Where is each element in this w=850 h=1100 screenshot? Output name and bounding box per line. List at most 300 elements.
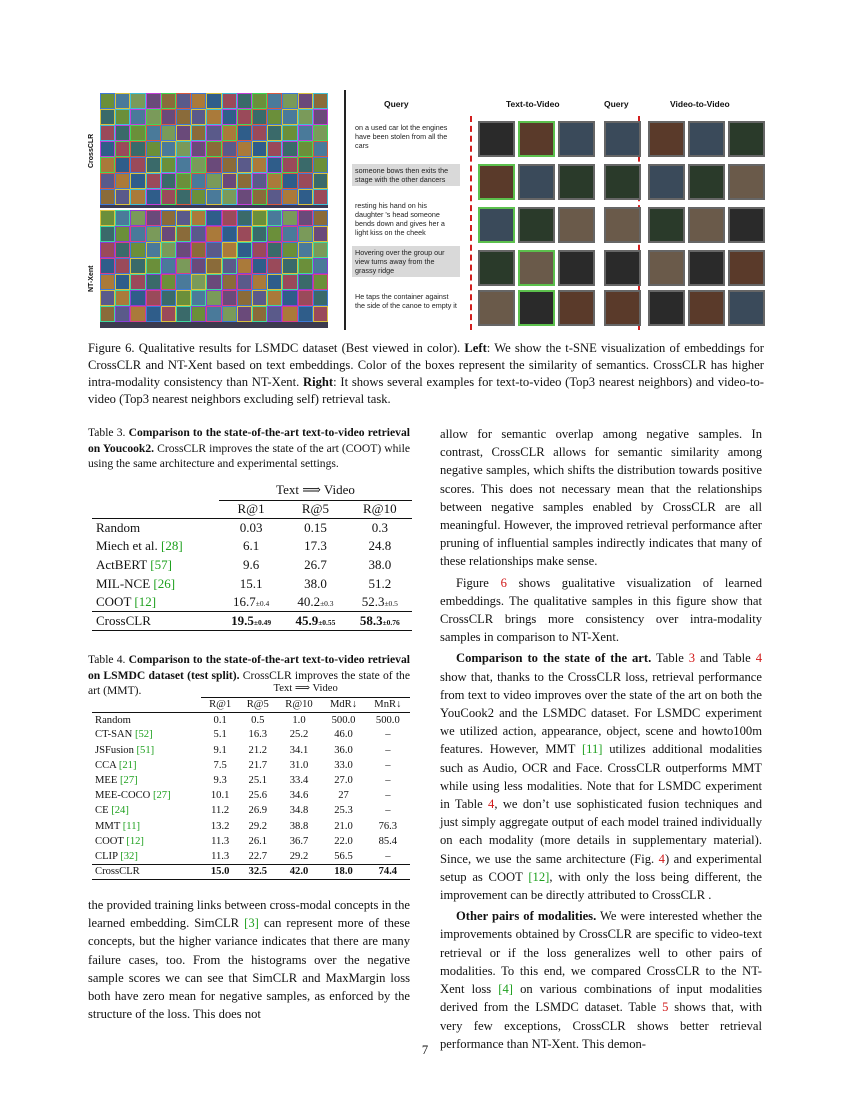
tsne-thumbnail — [115, 274, 130, 290]
citation-link[interactable]: [26] — [153, 575, 176, 591]
table-cell: 6.1 — [242, 538, 260, 554]
tsne-thumbnail — [100, 274, 115, 290]
table-cell: 0.15 — [304, 520, 327, 536]
tsne-thumbnail — [100, 258, 115, 274]
table-cell: – — [385, 759, 391, 771]
table-cell: 29.2 — [248, 820, 268, 832]
tsne-thumbnail — [191, 189, 206, 205]
tsne-thumbnail — [282, 210, 297, 226]
tsne-thumbnail — [146, 258, 161, 274]
citation-link[interactable]: [12] — [528, 869, 550, 884]
tsne-thumbnail — [115, 242, 130, 258]
tsne-thumbnail — [222, 189, 237, 205]
tsne-thumbnail — [176, 189, 191, 205]
table3-group-header: Text ⟹ Video — [219, 480, 412, 500]
tsne-thumbnail — [100, 210, 115, 226]
method-name: MIL-NCE [26] — [96, 575, 176, 591]
tsne-thumbnail — [313, 157, 328, 173]
tsne-thumbnail — [130, 274, 145, 290]
paragraph-1: allow for semantic overlap among negative samples. In contrast, CrossCLR allows for semantic similarity among negative samples, which shifts the distribution towards positive scores. This does not necessary mean that the relationships between negative samples enabled by CrossCLR are all meaningful. However, the improved retrieval performance after pruning of influential samples indirectly indicates that many of these relationships make sense. — [440, 427, 762, 569]
table-cell: 21.0 — [334, 820, 353, 832]
tsne-thumbnail — [282, 189, 297, 205]
table-row — [92, 788, 410, 803]
tsne-thumbnail — [191, 93, 206, 109]
table-cell: 21.7 — [248, 759, 268, 771]
table-cell: 500.0 — [375, 714, 400, 726]
tsne-thumbnail — [222, 93, 237, 109]
table-cell: – — [385, 850, 391, 862]
tsne-thumbnail — [206, 109, 221, 125]
table4-caption-bold: Comparison to the state-of-the-art text-to-video retrieval on LSMDC dataset (test split). — [88, 653, 410, 682]
tsne-thumbnail — [100, 226, 115, 242]
tsne-thumbnail — [146, 189, 161, 205]
tsne-thumbnail — [222, 173, 237, 189]
table-cell: 33.0 — [334, 759, 353, 771]
table4-header-mnr: MnR↓ — [366, 697, 410, 712]
retrieved-video-thumbnail — [558, 121, 595, 157]
query-video-thumbnail — [604, 164, 641, 200]
caption-prefix: Figure 6. Qualitative results for LSMDC dataset (Best viewed in color). — [88, 341, 461, 355]
tsne-thumbnail — [146, 173, 161, 189]
tsne-thumbnail — [237, 274, 252, 290]
tsne-thumbnail — [130, 93, 145, 109]
tsne-thumbnail — [100, 109, 115, 125]
method-name: CrossCLR — [92, 864, 201, 879]
table-cell: 11.2 — [211, 805, 230, 817]
tsne-thumbnail — [176, 157, 191, 173]
tsne-thumbnail — [313, 210, 328, 226]
table-cell: 26.7 — [304, 557, 327, 573]
table-cell: 36.7 — [289, 835, 309, 847]
tsne-thumbnail — [282, 157, 297, 173]
retrieved-video-thumbnail — [688, 207, 725, 243]
table-cell: 46.0 — [334, 729, 353, 741]
tsne-thumbnail — [146, 242, 161, 258]
method-name: CCA [21] — [95, 759, 137, 771]
tsne-thumbnail — [206, 226, 221, 242]
retrieved-video-thumbnail — [688, 164, 725, 200]
citation-link[interactable]: [3] — [244, 916, 259, 931]
query-text-4: Hovering over the group our view turns away from the grassy ridge — [352, 246, 460, 277]
tsne-thumbnail — [237, 173, 252, 189]
tsne-thumbnail — [267, 242, 282, 258]
tsne-thumbnail — [313, 242, 328, 258]
tsne-thumbnail — [191, 109, 206, 125]
tsne-thumbnail — [115, 226, 130, 242]
table-cell: 21.2 — [248, 744, 268, 756]
tsne-thumbnail — [252, 290, 267, 306]
tsne-thumbnail — [313, 290, 328, 306]
table4-header-r10: R@10 — [277, 697, 322, 712]
retrieved-video-thumbnail — [728, 207, 765, 243]
tsne-thumbnail — [206, 125, 221, 141]
tsne-thumbnail — [222, 274, 237, 290]
query-video-thumbnail — [604, 207, 641, 243]
table-cell: 15.1 — [239, 575, 263, 591]
tsne-thumbnail — [130, 173, 145, 189]
tsne-thumbnail — [191, 242, 206, 258]
table-4 — [92, 680, 410, 880]
retrieved-video-thumbnail — [688, 290, 725, 326]
tsne-thumbnail — [237, 189, 252, 205]
table-cell: 27.0 — [334, 775, 353, 787]
table-row: COOT [12] 16.7±0.4 40.2±0.3 52.3±0.5 — [92, 593, 412, 612]
retrieved-video-thumbnail — [728, 164, 765, 200]
tsne-thumbnail — [313, 258, 328, 274]
tsne-thumbnail — [252, 173, 267, 189]
table-ref-link[interactable]: 5 — [662, 1000, 669, 1015]
tsne-thumbnail — [115, 109, 130, 125]
tsne-thumbnail — [206, 173, 221, 189]
retrieved-video-thumbnail — [478, 290, 515, 326]
table-row-crossclr: CrossCLR 15.0 32.5 42.0 18.0 74.4 — [92, 864, 410, 879]
tsne-thumbnail — [298, 306, 313, 322]
table-cell: 500.0 — [331, 714, 356, 726]
tsne-ntxent-label: NT-Xent — [88, 265, 95, 292]
video-to-video-header: Video-to-Video — [670, 99, 730, 109]
table-row — [92, 803, 410, 818]
tsne-thumbnail — [282, 125, 297, 141]
table-cell: 7.5 — [213, 759, 227, 771]
tsne-thumbnail — [252, 109, 267, 125]
retrieved-video-thumbnail — [648, 207, 685, 243]
table-3-caption — [88, 425, 410, 472]
table-row — [92, 727, 410, 742]
citation-link[interactable]: [27] — [120, 775, 138, 787]
figure-ref-link[interactable]: 4 — [658, 851, 665, 866]
tsne-thumbnail — [237, 290, 252, 306]
citation-link[interactable]: [24] — [111, 805, 129, 817]
tsne-thumbnail — [100, 141, 115, 157]
citation-link[interactable]: [27] — [152, 790, 171, 802]
query-text-3: resting his hand on his daughter 's head someone bends down and gives her a light kiss on the cheek — [355, 201, 445, 237]
table-cell: 11.3 — [211, 835, 230, 847]
table-row — [92, 758, 410, 773]
tsne-thumbnail — [313, 173, 328, 189]
retrieved-video-thumbnail — [688, 121, 725, 157]
tsne-thumbnail — [161, 125, 176, 141]
tsne-thumbnail — [206, 189, 221, 205]
tsne-thumbnail — [161, 258, 176, 274]
table3-caption-prefix: Table 3. — [88, 426, 126, 439]
tsne-thumbnail — [313, 109, 328, 125]
table-cell: 11.3 — [211, 850, 230, 862]
retrieved-video-thumbnail — [648, 290, 685, 326]
tsne-thumbnail — [100, 93, 115, 109]
tsne-thumbnail — [282, 109, 297, 125]
paragraph-4: Other pairs of modalities. We were interested whether the improvements obtained by CrossCLR are specific to video-text retrieval or if the loss generalizes well to other pairs of modalities. To this end, we compared CrossCLR to the NT-Xent loss [4] on various combinations of input modalities derived from the LSMDC dataset. Table 5 shows that, with very few exceptions, CrossCLR shows better retrieval performance than NT-Xent. This demon- — [440, 909, 762, 1051]
tsne-thumbnail — [100, 157, 115, 173]
method-name: CE [24] — [95, 805, 129, 817]
tsne-thumbnail — [176, 210, 191, 226]
tsne-thumbnail — [176, 93, 191, 109]
tsne-thumbnail — [206, 93, 221, 109]
tsne-thumbnail — [191, 141, 206, 157]
tsne-thumbnail — [146, 141, 161, 157]
table-cell: – — [385, 729, 391, 741]
table-cell: 36.0 — [334, 744, 353, 756]
table-cell: 10.1 — [210, 790, 230, 802]
tsne-thumbnail — [237, 242, 252, 258]
retrieved-video-thumbnail — [648, 121, 685, 157]
retrieved-video-thumbnail — [728, 290, 765, 326]
citation-link[interactable]: [11] — [122, 820, 141, 832]
retrieved-video-thumbnail — [648, 164, 685, 200]
tsne-thumbnail — [298, 93, 313, 109]
tsne-thumbnail — [237, 109, 252, 125]
tsne-thumbnail — [267, 290, 282, 306]
method-name: MMT [11] — [95, 820, 141, 832]
table-ref-link[interactable]: 4 — [488, 797, 495, 812]
retrieved-video-thumbnail — [558, 164, 595, 200]
tsne-thumbnail — [176, 290, 191, 306]
tsne-thumbnail — [282, 242, 297, 258]
tsne-thumbnail — [298, 274, 313, 290]
tsne-thumbnail — [161, 226, 176, 242]
table-row — [92, 834, 410, 849]
table-cell: 13.2 — [210, 820, 230, 832]
table3-header-r5: R@5 — [283, 500, 347, 519]
tsne-thumbnail — [267, 189, 282, 205]
figure-6-caption — [88, 340, 764, 408]
tsne-thumbnail — [237, 306, 252, 322]
table-cell: 1.0 — [292, 714, 306, 726]
tsne-thumbnail — [252, 157, 267, 173]
tsne-thumbnail — [146, 306, 161, 322]
tsne-thumbnail — [130, 189, 145, 205]
query-video-thumbnail — [604, 121, 641, 157]
tsne-thumbnail — [161, 274, 176, 290]
table-cell: 0.5 — [251, 714, 265, 726]
table-ref-link[interactable]: 4 — [755, 651, 762, 666]
tsne-thumbnail — [206, 274, 221, 290]
method-name: MEE-COCO [27] — [95, 790, 171, 802]
tsne-thumbnail — [176, 258, 191, 274]
tsne-thumbnail — [161, 189, 176, 205]
tsne-thumbnail — [222, 306, 237, 322]
method-name: ActBERT [57] — [96, 557, 172, 573]
tsne-thumbnail — [176, 141, 191, 157]
tsne-thumbnail — [161, 141, 176, 157]
tsne-thumbnail — [282, 93, 297, 109]
table-ref-link[interactable]: 3 — [688, 651, 696, 666]
tsne-thumbnail — [237, 258, 252, 274]
table4-caption-rest: CrossCLR improves the state of the art (MMT). — [88, 668, 411, 698]
tsne-thumbnail — [298, 290, 313, 306]
citation-link[interactable]: [32] — [120, 850, 138, 862]
tsne-thumbnail — [206, 258, 221, 274]
tsne-thumbnail — [222, 242, 237, 258]
table-row-crossclr: CrossCLR 19.5±0.49 45.9±0.55 58.3±0.76 — [92, 612, 412, 631]
citation-link[interactable]: [11] — [581, 742, 603, 757]
method-name: COOT [12] — [96, 594, 157, 610]
tsne-thumbnail — [267, 173, 282, 189]
table-cell: 16.3 — [248, 729, 268, 741]
table-cell: 38.8 — [289, 820, 309, 832]
tsne-thumbnail — [282, 173, 297, 189]
table-cell: 25.3 — [334, 805, 353, 817]
query-video-thumbnail — [604, 290, 641, 326]
retrieved-video-thumbnail — [478, 121, 515, 157]
table-row — [92, 743, 410, 758]
citation-link[interactable]: [12] — [126, 835, 144, 847]
retrieved-video-thumbnail — [478, 207, 515, 243]
tsne-thumbnail — [298, 173, 313, 189]
table4-header-mdr: MdR↓ — [321, 697, 365, 712]
tsne-thumbnail — [237, 125, 252, 141]
citation-link[interactable]: [52] — [134, 729, 153, 741]
tsne-thumbnail — [161, 290, 176, 306]
tsne-thumbnail — [130, 157, 145, 173]
tsne-ntxent-image — [100, 210, 328, 328]
retrieved-video-thumbnail — [688, 250, 725, 286]
table-cell: 17.3 — [304, 538, 327, 554]
tsne-thumbnail — [252, 210, 267, 226]
tsne-thumbnail — [222, 141, 237, 157]
tsne-thumbnail — [282, 226, 297, 242]
table-row — [92, 712, 410, 727]
tsne-thumbnail — [161, 242, 176, 258]
citation-link[interactable]: [57] — [150, 557, 172, 573]
table-cell: 38.0 — [368, 557, 392, 573]
query-text-1: on a used car lot the engines have been stolen from all the cars — [355, 123, 448, 150]
table4-header-r5: R@5 — [239, 697, 277, 712]
red-dashed-separator — [470, 116, 472, 330]
tsne-thumbnail — [176, 242, 191, 258]
tsne-thumbnail — [130, 141, 145, 157]
figure-ref-link[interactable]: 6 — [500, 575, 507, 590]
retrieved-video-thumbnail — [728, 121, 765, 157]
tsne-thumbnail — [130, 125, 145, 141]
method-name: Random — [96, 520, 141, 536]
tsne-thumbnail — [130, 210, 145, 226]
tsne-crossclr-image — [100, 93, 328, 208]
tsne-thumbnail — [206, 242, 221, 258]
citation-link[interactable]: [51] — [136, 744, 155, 756]
table-cell: 33.4 — [289, 775, 309, 787]
tsne-thumbnail — [130, 242, 145, 258]
tsne-thumbnail — [161, 173, 176, 189]
tsne-thumbnail — [191, 210, 206, 226]
table3-header-r10: R@10 — [348, 500, 412, 519]
tsne-thumbnail — [100, 242, 115, 258]
retrieved-video-thumbnail — [558, 250, 595, 286]
retrieved-video-thumbnail — [518, 250, 555, 286]
retrieved-video-thumbnail — [648, 250, 685, 286]
tsne-thumbnail — [237, 93, 252, 109]
citation-link[interactable]: [28] — [160, 538, 183, 554]
tsne-thumbnail — [176, 125, 191, 141]
retrieved-video-thumbnail — [728, 250, 765, 286]
tsne-thumbnail — [146, 109, 161, 125]
citation-link[interactable]: [4] — [498, 982, 513, 997]
table-cell: – — [385, 744, 391, 756]
table-cell: 34.6 — [289, 790, 309, 802]
table-cell: 25.1 — [248, 775, 268, 787]
tsne-thumbnail — [115, 157, 130, 173]
tsne-thumbnail — [191, 274, 206, 290]
left-column-paragraph: the provided training links between cross-modal concepts in the learned embedding. SimCLR [3] can represent more of these concepts, but the higher variance indicates that there are many failure cases, too. From the histograms over the negative sample scores we can see that SimCLR and MaxMargin loss both have zero mean for negative samples, as enforced by the structure of the loss. This does not — [88, 898, 410, 1022]
tsne-crossclr-label: CrossCLR — [88, 133, 95, 168]
table-cell: 25.2 — [289, 729, 309, 741]
retrieved-video-thumbnail — [518, 164, 555, 200]
method-name: MEE [27] — [95, 775, 138, 787]
query-column-header: Query — [384, 99, 409, 109]
tsne-thumbnail — [252, 125, 267, 141]
query-video-column-header: Query — [604, 99, 629, 109]
retrieved-video-thumbnail — [518, 121, 555, 157]
table-row — [92, 819, 410, 834]
table-cell: 0.03 — [239, 520, 263, 536]
table-cell: 9.1 — [213, 744, 227, 756]
retrieved-video-thumbnail — [558, 207, 595, 243]
caption-end: : It shows several examples for text-to-video (Top3 nearest neighbors) and video-to-video (Top3 nearest neighbors excluding self) retrieval task. — [88, 375, 764, 406]
table-cell: 34.1 — [289, 744, 309, 756]
tsne-thumbnail — [267, 93, 282, 109]
tsne-thumbnail — [298, 258, 313, 274]
query-text-5: He taps the container against the side of the canoe to empty it — [355, 292, 457, 310]
table4-header-r1: R@1 — [201, 697, 239, 712]
tsne-thumbnail — [282, 274, 297, 290]
page-number: 7 — [421, 1043, 429, 1057]
table-cell: – — [385, 790, 391, 802]
tsne-thumbnail — [252, 274, 267, 290]
tsne-thumbnail — [298, 125, 313, 141]
tsne-thumbnail — [176, 173, 191, 189]
retrieved-video-thumbnail — [518, 207, 555, 243]
tsne-thumbnail — [298, 242, 313, 258]
tsne-thumbnail — [115, 189, 130, 205]
tsne-thumbnail — [222, 125, 237, 141]
table-row — [92, 519, 412, 538]
citation-link[interactable]: [21] — [118, 759, 137, 771]
tsne-thumbnail — [267, 274, 282, 290]
tsne-thumbnail — [115, 125, 130, 141]
tsne-thumbnail — [298, 210, 313, 226]
table-cell: 24.8 — [368, 538, 392, 554]
tsne-thumbnail — [267, 210, 282, 226]
table-cell: 22.7 — [248, 850, 268, 862]
table-cell: 5.1 — [213, 729, 227, 741]
tsne-thumbnail — [161, 210, 176, 226]
tsne-thumbnail — [206, 210, 221, 226]
table4-caption-prefix: Table 4. — [88, 653, 126, 666]
tsne-thumbnail — [176, 226, 191, 242]
tsne-thumbnail — [222, 226, 237, 242]
retrieved-video-thumbnail — [558, 290, 595, 326]
tsne-thumbnail — [130, 109, 145, 125]
method-name: COOT [12] — [95, 835, 144, 847]
table-cell: 26.1 — [248, 835, 268, 847]
tsne-thumbnail — [298, 157, 313, 173]
tsne-thumbnail — [191, 226, 206, 242]
tsne-thumbnail — [206, 290, 221, 306]
tsne-thumbnail — [130, 306, 145, 322]
paragraph-2: Figure 6 shows gualitative visualization of learned embeddings. The qualitative samples in this figure show that CrossCLR brings more consistency over intra-modality samples in comparison to NT-Xent. — [440, 575, 762, 645]
table-row — [92, 537, 412, 556]
tsne-thumbnail — [252, 189, 267, 205]
tsne-thumbnail — [282, 306, 297, 322]
table-cell: 0.3 — [371, 520, 388, 536]
method-name: Random — [95, 714, 131, 726]
table-cell: 0.1 — [213, 714, 227, 726]
tsne-thumbnail — [267, 109, 282, 125]
table-row — [92, 574, 412, 593]
tsne-thumbnail — [115, 141, 130, 157]
tsne-thumbnail — [191, 306, 206, 322]
tsne-thumbnail — [206, 157, 221, 173]
figure-6 — [86, 90, 766, 330]
